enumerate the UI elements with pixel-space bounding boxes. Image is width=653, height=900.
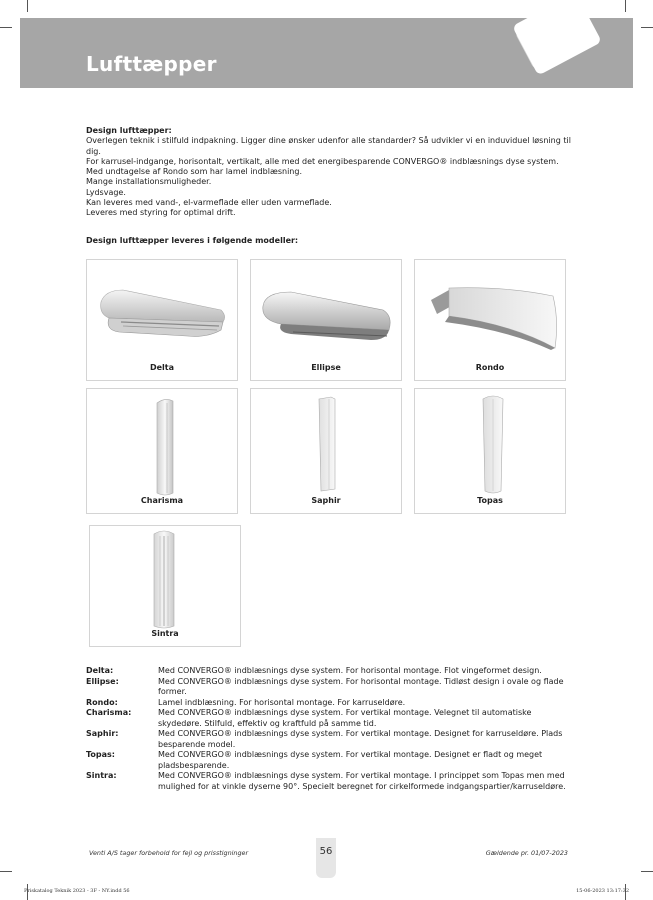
description-text: Med CONVERGO® indblæsnings dyse system. For vertikal montage. Velegnet til automatiske skydedøre. Stilfuld, effektiv og kraftfuld på samme tid. [158,708,532,728]
product-label: Ellipse [311,363,341,372]
page-tab [316,838,336,878]
description-name: Charisma: [86,708,132,717]
description-text: Med CONVERGO® indblæsnings dyse system. For horisontal montage. Tidløst design i ovale og flade former. [158,676,564,696]
print-slug-date: 15-06-2023 13:17:32 [576,888,629,894]
models-heading: Design lufttæpper leveres i følgende modeller: [86,236,299,245]
product-label: Sintra [151,629,179,638]
description-name: Rondo: [86,697,118,707]
crop-mark [625,0,626,12]
product-label: Saphir [311,496,341,505]
product-card-rondo [414,259,566,381]
description-name: Sintra: [86,771,117,780]
description-name: Saphir: [86,729,119,738]
model-descriptions [86,666,576,792]
description-row [86,698,576,709]
intro-heading: Design lufttæpper: [86,126,172,135]
product-card-saphir [250,388,402,514]
description-text: Med CONVERGO® indblæsnings dyse system. For vertikal montage. Designet for karruseldøre. Plads besparende model. [158,729,563,749]
product-card-charisma [86,388,238,514]
crop-mark [641,871,653,872]
product-label: Delta [149,363,175,372]
page-header [20,18,633,88]
intro-line: For karrusel-indgange, horisontalt, vertikalt, alle med det energibesparende CONVERGO® indblæsnings dyse system. [86,156,559,166]
description-text: Med CONVERGO® indblæsnings dyse system. For horisontal montage. Flot vingeformet design. [158,666,542,675]
product-card-sintra [89,525,241,647]
footer-disclaimer: Venti A/S tager forbehold for fejl og prisstigninger [89,849,249,857]
header-tab [512,18,602,76]
description-text: Lamel indblæsning. For horisontal montage. For karruseldøre. [158,697,406,707]
description-name: Topas: [86,750,115,759]
product-label: Charisma [140,496,184,505]
description-row [86,771,576,792]
crop-mark [0,871,12,872]
print-slug-file: Priskatalog Teknik 2023 - 3F - NY.indd 56 [24,888,130,894]
intro-line: Mange installationsmuligheder. [86,177,212,187]
crop-mark [0,27,12,28]
description-row [86,708,576,729]
intro-line: Med undtagelse af Rondo som har lamel indblæsning. [86,167,302,177]
description-row [86,666,576,677]
product-label: Rondo [475,363,505,372]
product-card-delta [86,259,238,381]
product-card-ellipse [250,259,402,381]
description-row [86,677,576,698]
description-text: Med CONVERGO® indblæsnings dyse system. For vertikal montage. Designet er fladt og meget pladsbesparende. [158,750,543,770]
description-name: Ellipse: [86,676,119,686]
description-text: Med CONVERGO® indblæsnings dyse system. For vertikal montage. I princippet som Topas men med mulighed for at vinkle dyserne 90°. Specielt beregnet for cirkelformede indgangspartier/karruseldøre. [158,771,566,791]
product-card-topas [414,388,566,514]
description-row [86,729,576,750]
crop-mark [27,0,28,12]
intro-line: Kan leveres med vand-, el-varmeflade eller uden varmeflade. [86,198,332,208]
footer-validity: Gældende pr. 01/07-2023 [485,849,568,857]
intro-line: Leveres med styring for optimal drift. [86,208,236,218]
intro-line: Overlegen teknik i stilfuld indpakning. Ligger dine ønsker udenfor alle standarder? Så udvikler vi en induviduel løsning til dig. [86,136,571,156]
intro-line: Lydsvage. [86,187,126,197]
crop-mark [641,27,653,28]
intro-section [86,126,572,219]
description-name: Delta: [86,666,114,675]
product-label: Topas [477,496,503,505]
description-row [86,750,576,771]
page-number: 56 [319,846,333,857]
page-title: Lufttæpper [86,52,217,76]
